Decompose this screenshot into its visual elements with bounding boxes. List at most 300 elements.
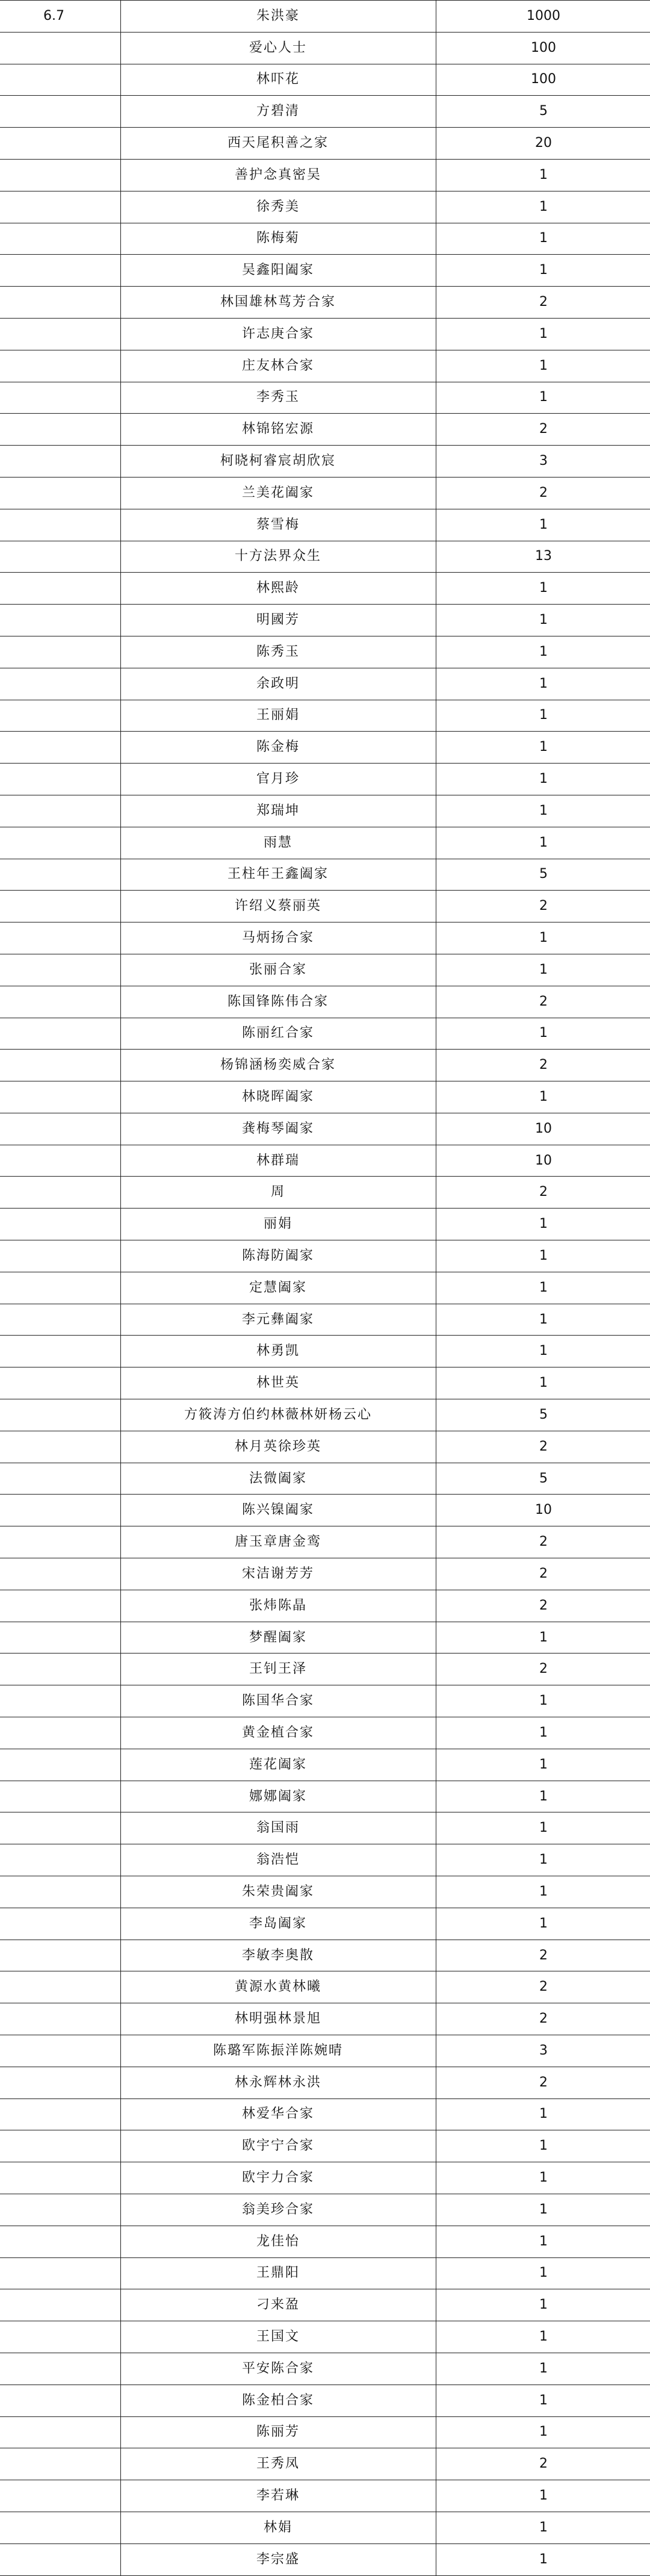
donation-amount-cell: 2 (436, 1590, 650, 1622)
date-cell-empty (0, 159, 120, 191)
date-cell-empty (0, 922, 120, 954)
donation-amount-cell: 1 (436, 573, 650, 605)
donor-name-cell: 欧宇力合家 (120, 2162, 436, 2194)
donation-row (0, 32, 650, 64)
donation-amount-cell: 5 (436, 859, 650, 891)
date-cell-empty (0, 859, 120, 891)
donor-name-cell: 陈金柏合家 (120, 2385, 436, 2416)
donation-amount-cell: 3 (436, 446, 650, 478)
date-cell-empty (0, 1495, 120, 1526)
donation-row (0, 2162, 650, 2194)
date-cell-empty (0, 287, 120, 319)
donation-row (0, 795, 650, 827)
date-cell-empty (0, 2035, 120, 2067)
date-cell-empty (0, 1304, 120, 1336)
donation-amount-cell: 1 (436, 2480, 650, 2512)
date-cell-empty (0, 1622, 120, 1654)
date-cell-empty (0, 1463, 120, 1495)
donation-amount-cell: 1 (436, 1240, 650, 1272)
donation-amount-cell: 2 (436, 2448, 650, 2480)
date-cell-empty (0, 318, 120, 350)
donor-name-cell: 官月珍 (120, 764, 436, 795)
donation-amount-cell: 1 (436, 1622, 650, 1654)
date-cell-empty (0, 1018, 120, 1050)
date-cell-empty (0, 2257, 120, 2289)
donation-amount-cell: 2 (436, 891, 650, 922)
donor-name-cell: 李岛阖家 (120, 1908, 436, 1940)
donor-name-cell: 丽娟 (120, 1209, 436, 1240)
donor-name-cell: 李元彝阖家 (120, 1304, 436, 1336)
donation-row (0, 891, 650, 922)
date-cell-empty (0, 636, 120, 668)
donation-row (0, 1971, 650, 2003)
donation-row (0, 1018, 650, 1050)
donor-name-cell: 吴鑫阳阖家 (120, 255, 436, 287)
donation-amount-cell: 2 (436, 986, 650, 1018)
date-cell-empty (0, 1654, 120, 1685)
donation-row (0, 859, 650, 891)
donation-amount-cell: 2 (436, 287, 650, 319)
donation-amount-cell: 1 (436, 954, 650, 986)
date-cell-empty (0, 1844, 120, 1876)
donation-row (0, 2003, 650, 2035)
donor-name-cell: 杨锦涵杨奕威合家 (120, 1050, 436, 1081)
donation-row (0, 2480, 650, 2512)
date-cell-empty (0, 1526, 120, 1558)
donation-row (0, 2067, 650, 2098)
date-cell-empty (0, 128, 120, 160)
donor-name-cell: 刁来盈 (120, 2289, 436, 2321)
date-cell-empty (0, 1971, 120, 2003)
donation-row (0, 64, 650, 96)
donation-amount-cell: 1 (436, 1685, 650, 1717)
donation-row (0, 1495, 650, 1526)
donation-amount-cell: 1 (436, 2416, 650, 2448)
donor-name-cell: 欧宇宁合家 (120, 2130, 436, 2162)
date-cell-empty (0, 1590, 120, 1622)
donation-amount-cell: 1 (436, 1876, 650, 1908)
donation-row (0, 1781, 650, 1812)
date-cell-empty (0, 1431, 120, 1463)
donor-name-cell: 林勇凯 (120, 1336, 436, 1367)
donation-amount-cell: 1 (436, 1304, 650, 1336)
donor-name-cell: 法微阖家 (120, 1463, 436, 1495)
donor-name-cell: 林明强林景旭 (120, 2003, 436, 2035)
date-cell-empty (0, 414, 120, 446)
date-cell-empty (0, 2098, 120, 2130)
donation-amount-cell: 1 (436, 382, 650, 414)
date-cell-empty (0, 827, 120, 859)
donation-row (0, 1622, 650, 1654)
date-cell-empty (0, 2543, 120, 2575)
donation-row (0, 2130, 650, 2162)
donation-row (0, 2226, 650, 2257)
donation-amount-cell: 100 (436, 32, 650, 64)
donation-row (0, 223, 650, 255)
donor-name-cell: 王钊王泽 (120, 1654, 436, 1685)
donation-amount-cell: 1 (436, 2194, 650, 2226)
donation-row (0, 573, 650, 605)
donation-amount-cell: 5 (436, 1399, 650, 1431)
donor-name-cell: 李宗盛 (120, 2543, 436, 2575)
date-cell-empty (0, 2226, 120, 2257)
donor-name-cell: 林爱华合家 (120, 2098, 436, 2130)
donor-name-cell: 西天尾积善之家 (120, 128, 436, 160)
date-cell-empty (0, 1050, 120, 1081)
donation-amount-cell: 10 (436, 1145, 650, 1177)
date-cell-empty (0, 986, 120, 1018)
donation-amount-cell: 2 (436, 1526, 650, 1558)
donation-row (0, 2321, 650, 2353)
donation-amount-cell: 1 (436, 1272, 650, 1304)
donation-row (0, 1590, 650, 1622)
donation-row (0, 2257, 650, 2289)
donation-row (0, 2416, 650, 2448)
donation-row (0, 2289, 650, 2321)
donor-name-cell: 王鼎阳 (120, 2257, 436, 2289)
donation-amount-cell: 1 (436, 1749, 650, 1781)
donation-row (0, 2194, 650, 2226)
donation-row (0, 986, 650, 1018)
donation-row (0, 191, 650, 223)
donor-name-cell: 黄源水黄林曦 (120, 1971, 436, 2003)
date-cell-empty (0, 573, 120, 605)
date-cell-empty (0, 1876, 120, 1908)
donation-amount-cell: 1 (436, 350, 650, 382)
date-cell-empty (0, 764, 120, 795)
date-cell-empty (0, 954, 120, 986)
date-cell-empty (0, 1177, 120, 1209)
donation-amount-cell: 1 (436, 795, 650, 827)
donation-row (0, 1908, 650, 1940)
donation-row (0, 1113, 650, 1145)
donation-amount-cell: 1 (436, 764, 650, 795)
donation-amount-cell: 1 (436, 191, 650, 223)
donor-name-cell: 莲花阖家 (120, 1749, 436, 1781)
donation-amount-cell: 2 (436, 1558, 650, 1590)
donation-row (0, 1558, 650, 1590)
donation-row (0, 922, 650, 954)
date-cell-empty (0, 1685, 120, 1717)
donor-name-cell: 平安陈合家 (120, 2353, 436, 2385)
donation-amount-cell: 1 (436, 1717, 650, 1749)
donor-name-cell: 林月英徐珍英 (120, 1431, 436, 1463)
date-cell-empty (0, 1558, 120, 1590)
date-cell-empty (0, 1336, 120, 1367)
donor-name-cell: 陈海防阖家 (120, 1240, 436, 1272)
donation-row (0, 605, 650, 636)
donor-name-cell: 朱洪豪 (120, 1, 436, 33)
donation-amount-cell: 1 (436, 2162, 650, 2194)
donation-amount-cell: 1 (436, 2289, 650, 2321)
donor-name-cell: 陈国锋陈伟合家 (120, 986, 436, 1018)
donor-name-cell: 唐玉章唐金鸾 (120, 1526, 436, 1558)
donation-row (0, 1209, 650, 1240)
date-cell-empty (0, 477, 120, 509)
donation-row (0, 1081, 650, 1113)
donation-table-body (0, 1, 650, 2576)
donation-amount-cell: 13 (436, 541, 650, 573)
date-cell-empty (0, 1717, 120, 1749)
donor-name-cell: 王柱年王鑫阖家 (120, 859, 436, 891)
donation-amount-cell: 1 (436, 1209, 650, 1240)
date-cell-empty (0, 191, 120, 223)
donation-row (0, 96, 650, 128)
donation-amount-cell: 10 (436, 1495, 650, 1526)
donation-amount-cell: 2 (436, 2067, 650, 2098)
donation-amount-cell: 2 (436, 1971, 650, 2003)
donation-amount-cell: 1 (436, 1018, 650, 1050)
date-cell-empty (0, 64, 120, 96)
donation-row (0, 2385, 650, 2416)
donation-row (0, 2098, 650, 2130)
donation-row (0, 1463, 650, 1495)
donor-name-cell: 张炜陈晶 (120, 1590, 436, 1622)
donation-row (0, 1812, 650, 1844)
donation-amount-cell: 10 (436, 1113, 650, 1145)
donation-amount-cell: 1 (436, 2226, 650, 2257)
donor-name-cell: 马炳扬合家 (120, 922, 436, 954)
donation-row (0, 1876, 650, 1908)
donation-amount-cell: 2 (436, 1940, 650, 1971)
donor-name-cell: 翁国雨 (120, 1812, 436, 1844)
donation-row (0, 2035, 650, 2067)
date-cell-empty (0, 1399, 120, 1431)
date-cell-empty (0, 1367, 120, 1399)
donation-row (0, 1844, 650, 1876)
donation-row (0, 1240, 650, 1272)
donation-amount-cell: 1 (436, 255, 650, 287)
donation-row (0, 382, 650, 414)
donor-name-cell: 雨慧 (120, 827, 436, 859)
donation-amount-cell: 5 (436, 96, 650, 128)
donation-row (0, 159, 650, 191)
donation-row (0, 287, 650, 319)
donation-amount-cell: 2 (436, 1654, 650, 1685)
donation-amount-cell: 1 (436, 1367, 650, 1399)
donation-row (0, 1749, 650, 1781)
donation-row (0, 2353, 650, 2385)
donor-name-cell: 陈兴镍阖家 (120, 1495, 436, 1526)
date-cell-empty (0, 1113, 120, 1145)
donation-row (0, 827, 650, 859)
date-cell-empty (0, 541, 120, 573)
donor-name-cell: 李若琳 (120, 2480, 436, 2512)
donor-name-cell: 蔡雪梅 (120, 509, 436, 541)
date-cell-empty (0, 2194, 120, 2226)
donation-row (0, 446, 650, 478)
donation-row (0, 1367, 650, 1399)
donor-name-cell: 陈丽红合家 (120, 1018, 436, 1050)
date-cell-empty (0, 1749, 120, 1781)
donor-name-cell: 王国文 (120, 2321, 436, 2353)
donation-amount-cell: 1 (436, 2098, 650, 2130)
donor-name-cell: 王丽娟 (120, 700, 436, 732)
donation-row (0, 1145, 650, 1177)
donor-name-cell: 林锦铭宏源 (120, 414, 436, 446)
date-cell-empty (0, 382, 120, 414)
donor-name-cell: 林熙龄 (120, 573, 436, 605)
date-cell-empty (0, 605, 120, 636)
donor-name-cell: 明國芳 (120, 605, 436, 636)
donation-amount-cell: 1 (436, 1336, 650, 1367)
date-cell-empty (0, 1940, 120, 1971)
donor-name-cell: 爱心人士 (120, 32, 436, 64)
donation-row (0, 414, 650, 446)
donation-row (0, 350, 650, 382)
donation-row (0, 1272, 650, 1304)
date-cell-empty (0, 2003, 120, 2035)
donation-amount-cell: 1 (436, 636, 650, 668)
donation-amount-cell: 1 (436, 1781, 650, 1812)
donor-name-cell: 林群瑞 (120, 1145, 436, 1177)
donation-row (0, 700, 650, 732)
date-cell-empty (0, 668, 120, 700)
donation-row (0, 541, 650, 573)
donor-name-cell: 林娟 (120, 2512, 436, 2543)
donation-row (0, 764, 650, 795)
date-cell-empty (0, 891, 120, 922)
date-cell-empty (0, 1812, 120, 1844)
date-cell-empty (0, 2480, 120, 2512)
donation-amount-cell: 1 (436, 922, 650, 954)
donation-row (0, 477, 650, 509)
donation-amount-cell: 2 (436, 1050, 650, 1081)
date-cell-empty (0, 1272, 120, 1304)
date-cell-empty (0, 1209, 120, 1240)
donor-name-cell: 林永辉林永洪 (120, 2067, 436, 2098)
donor-name-cell: 宋洁谢芳芳 (120, 1558, 436, 1590)
donor-name-cell: 黄金植合家 (120, 1717, 436, 1749)
donation-row (0, 1685, 650, 1717)
donation-amount-cell: 1 (436, 509, 650, 541)
donation-amount-cell: 100 (436, 64, 650, 96)
donor-name-cell: 善护念真密吴 (120, 159, 436, 191)
donor-name-cell: 龚梅琴阖家 (120, 1113, 436, 1145)
donation-row (0, 636, 650, 668)
donation-amount-cell: 5 (436, 1463, 650, 1495)
donation-amount-cell: 1 (436, 1844, 650, 1876)
donor-name-cell: 方碧清 (120, 96, 436, 128)
donation-amount-cell: 1 (436, 827, 650, 859)
donor-name-cell: 陈金梅 (120, 732, 436, 764)
donation-row (0, 509, 650, 541)
donation-row (0, 1, 650, 33)
donor-name-cell: 陈国华合家 (120, 1685, 436, 1717)
donation-row (0, 318, 650, 350)
donation-row (0, 2543, 650, 2575)
donation-row (0, 128, 650, 160)
date-cell-empty (0, 732, 120, 764)
donation-amount-cell: 1 (436, 2130, 650, 2162)
donation-amount-cell: 2 (436, 414, 650, 446)
donation-row (0, 1526, 650, 1558)
donor-name-cell: 庄友林合家 (120, 350, 436, 382)
date-cell: 6.7 (0, 1, 120, 33)
date-cell-empty (0, 96, 120, 128)
donation-amount-cell: 1000 (436, 1, 650, 33)
donor-name-cell: 许志庚合家 (120, 318, 436, 350)
donation-amount-cell: 1 (436, 318, 650, 350)
donation-amount-cell: 1 (436, 1081, 650, 1113)
donation-row (0, 255, 650, 287)
donor-name-cell: 王秀凤 (120, 2448, 436, 2480)
date-cell-empty (0, 2353, 120, 2385)
donation-row (0, 1654, 650, 1685)
donor-name-cell: 李敏李奥散 (120, 1940, 436, 1971)
donation-amount-cell: 1 (436, 2353, 650, 2385)
donor-name-cell: 林吓花 (120, 64, 436, 96)
donation-amount-cell: 1 (436, 668, 650, 700)
date-cell-empty (0, 255, 120, 287)
donation-amount-cell: 1 (436, 2512, 650, 2543)
date-cell-empty (0, 1081, 120, 1113)
donation-row (0, 2512, 650, 2543)
donation-amount-cell: 1 (436, 223, 650, 255)
date-cell-empty (0, 2289, 120, 2321)
donor-name-cell: 陈丽芳 (120, 2416, 436, 2448)
donation-row (0, 1304, 650, 1336)
donation-amount-cell: 1 (436, 2385, 650, 2416)
donation-amount-cell: 1 (436, 700, 650, 732)
donor-name-cell: 翁美珍合家 (120, 2194, 436, 2226)
donation-amount-cell: 1 (436, 732, 650, 764)
donation-amount-cell: 20 (436, 128, 650, 160)
date-cell-empty (0, 2385, 120, 2416)
date-cell-empty (0, 700, 120, 732)
date-cell-empty (0, 2448, 120, 2480)
donation-amount-cell: 1 (436, 1812, 650, 1844)
date-cell-empty (0, 509, 120, 541)
donation-row (0, 1940, 650, 1971)
donor-name-cell: 李秀玉 (120, 382, 436, 414)
donor-name-cell: 陈璐军陈振洋陈婉晴 (120, 2035, 436, 2067)
date-cell-empty (0, 1240, 120, 1272)
date-cell-empty (0, 350, 120, 382)
date-cell-empty (0, 2067, 120, 2098)
date-cell-empty (0, 1145, 120, 1177)
date-cell-empty (0, 223, 120, 255)
donor-name-cell: 定慧阖家 (120, 1272, 436, 1304)
donor-name-cell: 朱荣贵阖家 (120, 1876, 436, 1908)
donor-name-cell: 许绍义蔡丽英 (120, 891, 436, 922)
donor-name-cell: 方筱涛方伯约林薇林妍杨云心 (120, 1399, 436, 1431)
donation-amount-cell: 1 (436, 2321, 650, 2353)
donation-amount-cell: 1 (436, 2543, 650, 2575)
donor-name-cell: 林晓晖阖家 (120, 1081, 436, 1113)
donor-name-cell: 周 (120, 1177, 436, 1209)
donation-amount-cell: 1 (436, 159, 650, 191)
date-cell-empty (0, 32, 120, 64)
donor-name-cell: 梦醒阖家 (120, 1622, 436, 1654)
donation-amount-cell: 2 (436, 1177, 650, 1209)
donation-row (0, 668, 650, 700)
donation-row (0, 1336, 650, 1367)
donation-amount-cell: 1 (436, 605, 650, 636)
donor-name-cell: 兰美花阖家 (120, 477, 436, 509)
donation-row (0, 1177, 650, 1209)
donation-amount-cell: 2 (436, 1431, 650, 1463)
donation-amount-cell: 2 (436, 477, 650, 509)
donor-name-cell: 徐秀美 (120, 191, 436, 223)
donation-row (0, 732, 650, 764)
date-cell-empty (0, 2416, 120, 2448)
donor-name-cell: 郑瑞坤 (120, 795, 436, 827)
donation-row (0, 1717, 650, 1749)
donation-amount-cell: 3 (436, 2035, 650, 2067)
donation-row (0, 954, 650, 986)
donation-amount-cell: 1 (436, 2257, 650, 2289)
